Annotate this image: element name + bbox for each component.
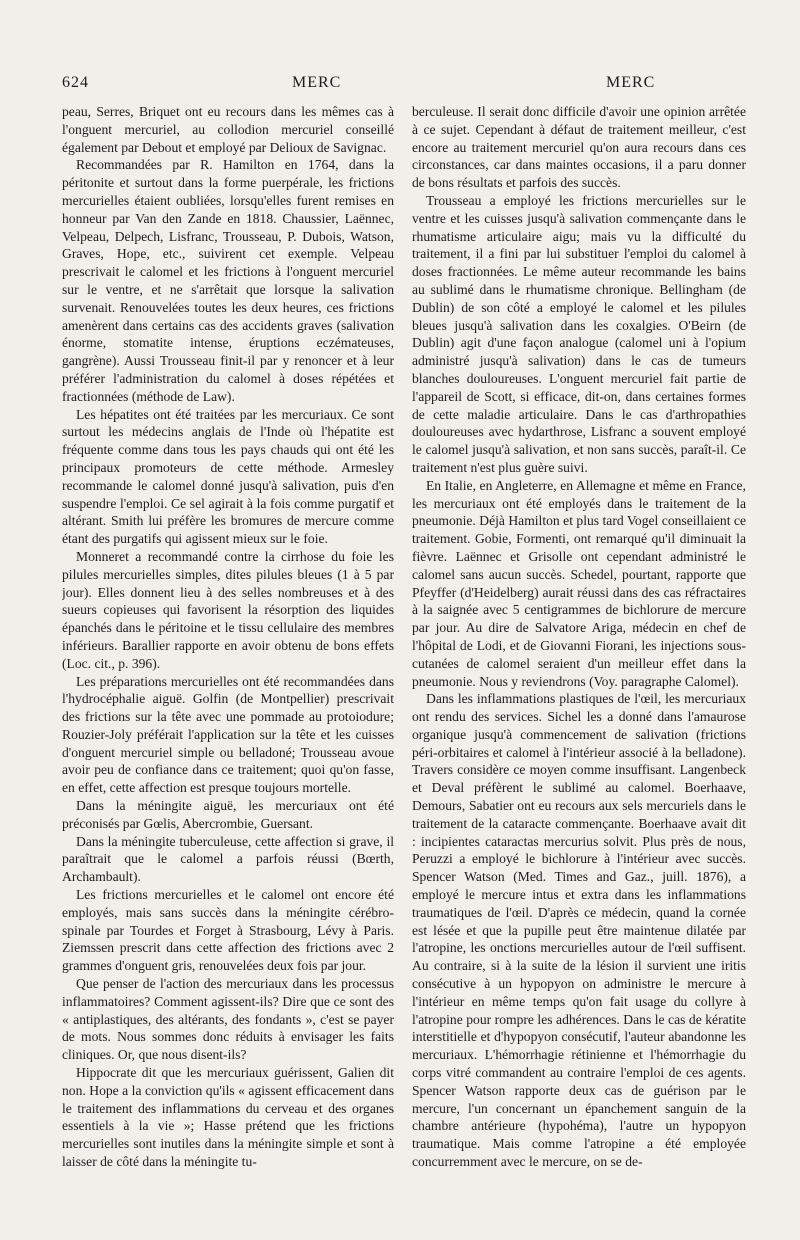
paragraph: Que penser de l'action des mercuriaux dans les processus inflammatoires? Comment agissent-ils? Dire que ce sont des « antiplastiques, des altérants, des fondants », c'est se payer de mots. Nous sommes donc réduits à envisager les faits cliniques. Or, que nous disent-ils? (62, 976, 394, 1063)
paragraph: Les frictions mercurielles et le calomel ont encore été employés, mais sans succès dans la méningite cérébro-spinale par Tourdes et Forget à Strasbourg, Lévy à Paris. Ziemssen prescrit dans cette affection des frictions avec 2 grammes d'onguent gris, renouvelées deux fois par jour. (62, 887, 394, 974)
paragraph: Dans la méningite tuberculeuse, cette affection si grave, il paraîtrait que le calomel a parfois réussi (Bœrth, Archambault). (62, 833, 394, 885)
paragraph: Les préparations mercurielles ont été recommandées dans l'hydrocéphalie aiguë. Golfin (de Montpellier) prescrivait des frictions sur la tête avec une pommade au protoiodure; Rouzier-Joly préférait l'application sur la tête et les cuisses d'onguent mercuriel simple ou belladoné; Trousseau avoue avoir peu de confiance dans ce traitement; quoi qu'on fasse, en effet, cette affection est presque toujours mortelle. (62, 673, 394, 796)
paragraph: Dans la méningite aiguë, les mercuriaux ont été préconisés par Gœlis, Abercrombie, Guersant. (62, 798, 394, 831)
paragraph: Les hépatites ont été traitées par les mercuriaux. Ce sont surtout les médecins anglais de l'Inde où l'hépatite est fréquente comme dans tous les pays chauds qui ont été les principaux promoteurs de cette méthode. Armesley recommande le calomel donné jusqu'à salivation, puis d'en suspendre l'emploi. Ce sel agirait à la fois comme purgatif et altérant. Smith lui préfère les bromures de mercure comme étant des purgatifs qui agissent mieux sur le foie. (62, 406, 394, 547)
left-column (62, 103, 394, 1215)
running-title-right: MERC (606, 74, 656, 91)
paragraph: berculeuse. Il serait donc difficile d'avoir une opinion arrêtée à ce sujet. Cependant à défaut de traitement meilleur, c'est encore au traitement mercuriel qu'on aura recours dans ces circonstances, car dans maintes occasions, il a paru donner de bons résultats et parfois des succès. (412, 104, 746, 191)
paragraph: peau, Serres, Briquet ont eu recours dans les mêmes cas à l'onguent mercuriel, au collodion mercuriel conseillé également par Debout et employé par Delioux de Savignac. (62, 104, 394, 155)
right-column (412, 103, 746, 1215)
paragraph: Monneret a recommandé contre la cirrhose du foie les pilules mercurielles simples, dites pilules bleues (1 à 5 par jour). Elles donnent lieu à des selles nombreuses et à des sueurs copieuses qui favorisent la résorption des liquides épanchés dans le péritoine et le tissu cellulaire des membres inférieurs. Barallier rapporte en avoir obtenu de bons effets (Loc. cit., p. 396). (62, 548, 394, 671)
paragraph: Trousseau a employé les frictions mercurielles sur le ventre et les cuisses jusqu'à salivation commençante dans le rhumatisme articulaire aigu; mais vu la difficulté du traitement, il a fini par lui substituer l'emploi du calomel à doses fractionnées. Le même auteur recommande les bains au sublimé dans le rhumatisme chronique. Bellingham (de Dublin) de son côté a employé le calomel et les pilules bleues jusqu'à salivation dans les coxalgies. O'Beirn (de Dublin) agit d'une façon analogue (calomel uni à l'opium administré jusqu'à salivation) dans le cas de tumeurs blanches douloureuses. L'onguent mercuriel fait partie de l'appareil de Scott, si efficace, dit-on, dans certaines formes de cette maladie articulaire. Dans le cas d'arthropathies douloureuses avec hydarthrose, Lisfranc a souvent employé le calomel jusqu'à salivation, et non sans succès, paraît-il. Ce traitement n'est plus guère suivi. (412, 192, 746, 475)
page-number: 624 (62, 74, 89, 91)
paragraph: En Italie, en Angleterre, en Allemagne et même en France, les mercuriaux ont été employés dans le traitement de la pneumonie. Déjà Hamilton et plus tard Vogel conseillaient ce traitement. Gobie, Formenti, ont remarqué qu'il diminuait la fièvre. Laënnec et Grisolle ont cependant administré le calomel sans aucun succès. Schedel, pourtant, rapporte que Pfeyffer (d'Heidelberg) aurait réussi dans des cas réfractaires à la saignée avec 5 centigrammes de bichlorure de mercure par jour. Au dire de Salvatore Ariga, médecin en chef de l'hôpital de Lodi, et de Giovanni Fiorani, les injections sous-cutanées de calomel seraient d'un meilleur effet dans la pneumonie. Nous y reviendrons (Voy. paragraphe Calomel). (412, 477, 746, 689)
paragraph: Hippocrate dit que les mercuriaux guérissent, Galien dit non. Hope a la conviction qu'ils « agissent efficacement dans le traitement des inflammations du cerveau et des organes essentiels à la vie »; Hasse prétend que les frictions mercurielles sont inutiles dans la méningite simple et sont à laisser de côté dans la méningite tu- (62, 1065, 394, 1170)
paragraph: Dans les inflammations plastiques de l'œil, les mercuriaux ont rendu des services. Sichel les a donné dans l'amaurose organique jusqu'à commencement de salivation (frictions péri-orbitaires et calomel à l'intérieur associé à la belladone). Travers considère ce moyen comme insuffisant. Langenbeck et Deval préfèrent le sublimé au calomel. Boerhaave, Demours, Sabatier ont eu recours aux sels mercuriels dans le traitement de la cataracte commençante. Boerhaave avait dit : incipientes cataractas mercurius solvit. Plus près de nous, Peruzzi a employé le bichlorure à l'intérieur avec succès. Spencer Watson (Med. Times and Gaz., juill. 1876), a employé le mercure intus et extra dans les inflammations traumatiques de l'œil. D'après ce médecin, quand la cornée est lésée et que la pupille peut être maintenue dilatée par l'atropine, les onctions mercurielles autour de l'œil suffisent. Au contraire, si à la suite de la lésion il survient une iritis consécutive à un hypopyon on administre le mercure à l'intérieur en même temps qu'on fait usage du collyre à l'atropine pour rompre les adhérences. Dans le cas de kératite interstitielle et d'hypopyon consécutif, l'auteur abandonne les mercuriaux. L'hémorrhagie rétinienne et l'hémorrhagie du corps vitré commandent au contraire l'emploi de ces agents. Spencer Watson rapporte deux cas de guérison par le mercure, l'un concernant un épanchement sanguin de la chambre antérieure (hypohéma), l'autre un hypopyon traumatique. Mais comme l'atropine a été employée concurremment avec le mercure, on se de- (412, 691, 746, 1170)
running-title-left: MERC (292, 74, 342, 91)
running-head (62, 74, 738, 98)
paragraph: Recommandées par R. Hamilton en 1764, dans la péritonite et surtout dans la forme puerpérale, les frictions mercurielles étaient oubliées, lorsqu'elles furent remises en honneur par Van den Zande en 1818. Chaussier, Laënnec, Velpeau, Delpech, Lisfranc, Trousseau, P. Dubois, Watson, Graves, Hope, etc., suivirent cet exemple. Velpeau prescrivait le calomel et les frictions à l'onguent mercuriel sur le ventre, et ne s'arrêtait que lorsque la salivation survenait. Renouvelées toutes les deux heures, ces frictions amenèrent dans certains cas des accidents graves (salivation énorme, stomatite intense, éruptions eczémateuses, gangrène). Aussi Trousseau finit-il par y renoncer et à leur préférer l'administration du calomel à doses répétées et fractionnées (méthode de Law). (62, 157, 394, 404)
